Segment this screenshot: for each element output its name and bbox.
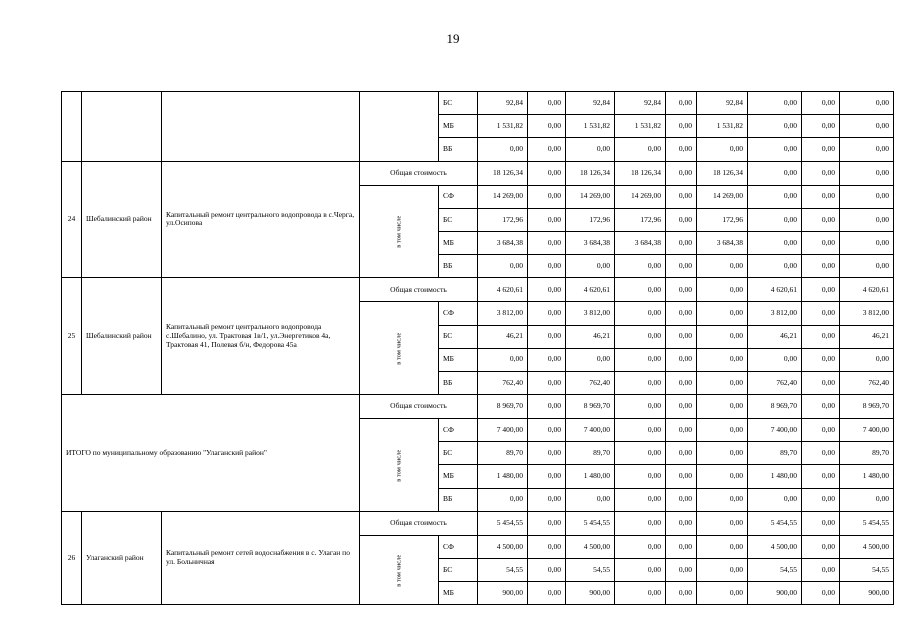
value-cell: 0,00 (697, 325, 748, 348)
value-cell: 8 969,70 (566, 395, 615, 419)
value-cell: 0,00 (697, 395, 748, 419)
source-label: СФ (439, 302, 478, 325)
value-cell: 0,00 (748, 488, 802, 511)
total-label-cell (360, 92, 439, 162)
value-cell: 0,00 (615, 302, 666, 325)
value-cell: 0,00 (748, 92, 802, 115)
value-cell: 0,00 (666, 348, 697, 371)
value-cell: 0,00 (802, 255, 840, 278)
source-label: БС (439, 208, 478, 231)
value-cell: 0,00 (478, 348, 528, 371)
value-cell: 0,00 (478, 138, 528, 161)
value-cell: 0,00 (666, 371, 697, 394)
value-cell: 4 620,61 (478, 278, 528, 302)
value-cell: 0,00 (666, 559, 697, 582)
value-cell: 4 620,61 (566, 278, 615, 302)
value-cell: 3 684,38 (478, 231, 528, 254)
source-label: СФ (439, 419, 478, 442)
value-cell: 89,70 (748, 442, 802, 465)
value-cell: 0,00 (528, 465, 566, 488)
value-cell: 172,96 (697, 208, 748, 231)
value-cell: 0,00 (528, 371, 566, 394)
value-cell: 0,00 (748, 161, 802, 185)
value-cell: 0,00 (528, 511, 566, 535)
value-cell: 1 480,00 (566, 465, 615, 488)
value-cell: 0,00 (666, 535, 697, 558)
object-name-cell (162, 92, 360, 162)
value-cell: 0,00 (615, 138, 666, 161)
value-cell: 0,00 (666, 302, 697, 325)
incl-label: в том числе (395, 332, 403, 365)
value-cell: 0,00 (697, 419, 748, 442)
value-cell: 89,70 (478, 442, 528, 465)
value-cell: 0,00 (840, 231, 894, 254)
value-cell: 0,00 (528, 161, 566, 185)
value-cell: 18 126,34 (478, 161, 528, 185)
value-cell: 0,00 (528, 419, 566, 442)
value-cell: 0,00 (615, 582, 666, 605)
value-cell: 0,00 (802, 442, 840, 465)
value-cell: 0,00 (802, 582, 840, 605)
value-cell: 54,55 (566, 559, 615, 582)
value-cell: 172,96 (478, 208, 528, 231)
value-cell: 0,00 (528, 395, 566, 419)
value-cell: 0,00 (528, 348, 566, 371)
value-cell: 92,84 (697, 92, 748, 115)
table-body (62, 92, 894, 605)
value-cell: 762,40 (478, 371, 528, 394)
source-label: БС (439, 325, 478, 348)
value-cell: 8 969,70 (840, 395, 894, 419)
value-cell: 1 531,82 (478, 115, 528, 138)
value-cell: 4 620,61 (748, 278, 802, 302)
value-cell: 46,21 (478, 325, 528, 348)
value-cell: 0,00 (528, 138, 566, 161)
table-row (62, 395, 894, 419)
value-cell: 0,00 (748, 348, 802, 371)
value-cell: 0,00 (528, 278, 566, 302)
value-cell: 0,00 (802, 208, 840, 231)
value-cell: 4 500,00 (566, 535, 615, 558)
value-cell: 0,00 (615, 442, 666, 465)
value-cell: 0,00 (615, 278, 666, 302)
source-label: БС (439, 92, 478, 115)
value-cell: 92,84 (566, 92, 615, 115)
row-number: 25 (62, 278, 82, 395)
value-cell: 900,00 (748, 582, 802, 605)
source-label: ВБ (439, 138, 478, 161)
object-name: Капитальный ремонт центрального водопровода в с.Черга, ул.Осипова (162, 161, 360, 278)
value-cell: 0,00 (666, 325, 697, 348)
value-cell: 3 684,38 (615, 231, 666, 254)
value-cell: 5 454,55 (478, 511, 528, 535)
value-cell: 0,00 (666, 138, 697, 161)
value-cell: 3 812,00 (478, 302, 528, 325)
value-cell: 0,00 (840, 92, 894, 115)
value-cell: 7 400,00 (566, 419, 615, 442)
table-row (62, 511, 894, 535)
value-cell: 7 400,00 (748, 419, 802, 442)
source-label: БС (439, 442, 478, 465)
value-cell: 0,00 (528, 185, 566, 208)
value-cell: 46,21 (840, 325, 894, 348)
value-cell: 0,00 (840, 161, 894, 185)
value-cell: 0,00 (802, 395, 840, 419)
value-cell: 0,00 (748, 255, 802, 278)
district-cell (82, 92, 162, 162)
value-cell: 0,00 (802, 138, 840, 161)
table-row (62, 278, 894, 302)
value-cell: 0,00 (840, 138, 894, 161)
source-label: СФ (439, 185, 478, 208)
value-cell: 0,00 (566, 255, 615, 278)
value-cell: 0,00 (666, 115, 697, 138)
table-row (62, 92, 894, 115)
value-cell: 4 500,00 (840, 535, 894, 558)
value-cell: 0,00 (615, 465, 666, 488)
value-cell: 0,00 (697, 302, 748, 325)
value-cell: 4 620,61 (840, 278, 894, 302)
value-cell: 0,00 (666, 208, 697, 231)
value-cell: 0,00 (840, 255, 894, 278)
value-cell: 0,00 (528, 208, 566, 231)
value-cell: 0,00 (697, 559, 748, 582)
incl-label-cell (360, 419, 439, 512)
value-cell: 0,00 (615, 395, 666, 419)
value-cell: 0,00 (802, 348, 840, 371)
value-cell: 0,00 (615, 255, 666, 278)
value-cell: 14 269,00 (478, 185, 528, 208)
value-cell: 0,00 (802, 302, 840, 325)
district-name: Шебалинский район (82, 278, 162, 395)
value-cell: 0,00 (615, 559, 666, 582)
value-cell: 0,00 (802, 419, 840, 442)
value-cell: 0,00 (666, 511, 697, 535)
value-cell: 54,55 (478, 559, 528, 582)
value-cell: 0,00 (478, 488, 528, 511)
value-cell: 0,00 (666, 395, 697, 419)
value-cell: 89,70 (566, 442, 615, 465)
value-cell: 0,00 (528, 115, 566, 138)
value-cell: 1 531,82 (697, 115, 748, 138)
source-label: МБ (439, 348, 478, 371)
value-cell: 0,00 (697, 138, 748, 161)
value-cell: 92,84 (478, 92, 528, 115)
value-cell: 46,21 (748, 325, 802, 348)
value-cell: 0,00 (697, 278, 748, 302)
source-label: МБ (439, 231, 478, 254)
value-cell: 1 531,82 (615, 115, 666, 138)
value-cell: 0,00 (478, 255, 528, 278)
value-cell: 0,00 (802, 161, 840, 185)
total-cost-label: Общая стоимость (360, 161, 478, 185)
value-cell: 762,40 (748, 371, 802, 394)
incl-label: в том числе (395, 215, 403, 248)
investment-program-table (61, 91, 894, 605)
total-cost-label: Общая стоимость (360, 278, 478, 302)
value-cell: 0,00 (666, 419, 697, 442)
value-cell: 0,00 (802, 115, 840, 138)
incl-label: в том числе (395, 554, 403, 587)
value-cell: 8 969,70 (478, 395, 528, 419)
value-cell: 0,00 (615, 419, 666, 442)
value-cell: 0,00 (566, 488, 615, 511)
value-cell: 0,00 (697, 582, 748, 605)
source-label: ВБ (439, 371, 478, 394)
value-cell: 1 480,00 (840, 465, 894, 488)
source-label: ВБ (439, 488, 478, 511)
district-name: Шебалинский район (82, 161, 162, 278)
value-cell: 0,00 (528, 559, 566, 582)
object-name: Капитальный ремонт центрального водопровода с.Шебалино, ул. Трактовая 1в/1, ул.Энергетиков 4а, Трактовая 41, Полевая б/н, Федорова 45а (162, 278, 360, 395)
value-cell: 3 812,00 (748, 302, 802, 325)
value-cell: 14 269,00 (566, 185, 615, 208)
value-cell: 0,00 (697, 348, 748, 371)
value-cell: 89,70 (840, 442, 894, 465)
value-cell: 18 126,34 (615, 161, 666, 185)
value-cell: 900,00 (840, 582, 894, 605)
source-label: МБ (439, 115, 478, 138)
value-cell: 0,00 (840, 488, 894, 511)
incl-label-cell (360, 535, 439, 605)
value-cell: 0,00 (528, 92, 566, 115)
value-cell: 4 500,00 (478, 535, 528, 558)
value-cell: 0,00 (802, 185, 840, 208)
value-cell: 0,00 (666, 231, 697, 254)
value-cell: 0,00 (615, 371, 666, 394)
value-cell: 0,00 (666, 278, 697, 302)
value-cell: 0,00 (748, 231, 802, 254)
value-cell: 0,00 (528, 325, 566, 348)
row-number: 26 (62, 511, 82, 605)
page-number: 19 (446, 31, 460, 46)
value-cell: 0,00 (528, 582, 566, 605)
value-cell: 1 480,00 (478, 465, 528, 488)
value-cell: 14 269,00 (697, 185, 748, 208)
value-cell: 172,96 (615, 208, 666, 231)
value-cell: 0,00 (666, 582, 697, 605)
source-label: БС (439, 559, 478, 582)
row-number: 24 (62, 161, 82, 278)
source-label: ВБ (439, 255, 478, 278)
value-cell: 0,00 (802, 231, 840, 254)
incl-label-cell (360, 185, 439, 278)
value-cell: 14 269,00 (615, 185, 666, 208)
incl-label: в том числе (395, 449, 403, 482)
value-cell: 0,00 (802, 535, 840, 558)
value-cell: 0,00 (802, 325, 840, 348)
value-cell: 762,40 (566, 371, 615, 394)
value-cell: 18 126,34 (566, 161, 615, 185)
value-cell: 3 812,00 (840, 302, 894, 325)
value-cell: 54,55 (748, 559, 802, 582)
value-cell: 0,00 (802, 465, 840, 488)
incl-label-cell (360, 302, 439, 395)
value-cell: 0,00 (528, 255, 566, 278)
value-cell: 900,00 (478, 582, 528, 605)
source-label: СФ (439, 535, 478, 558)
value-cell: 0,00 (748, 138, 802, 161)
value-cell: 0,00 (615, 325, 666, 348)
value-cell: 900,00 (566, 582, 615, 605)
value-cell: 7 400,00 (840, 419, 894, 442)
value-cell: 1 531,82 (566, 115, 615, 138)
value-cell: 0,00 (615, 535, 666, 558)
value-cell: 0,00 (697, 511, 748, 535)
value-cell: 0,00 (528, 302, 566, 325)
value-cell: 0,00 (697, 371, 748, 394)
value-cell: 18 126,34 (697, 161, 748, 185)
value-cell: 0,00 (802, 92, 840, 115)
value-cell: 0,00 (528, 442, 566, 465)
value-cell: 0,00 (528, 535, 566, 558)
itogo-label: ИТОГО по муниципальному образованию "Улаганский район" (62, 395, 360, 512)
value-cell: 3 812,00 (566, 302, 615, 325)
district-name: Улаганский район (82, 511, 162, 605)
value-cell: 0,00 (528, 231, 566, 254)
value-cell: 46,21 (566, 325, 615, 348)
source-label: МБ (439, 582, 478, 605)
value-cell: 0,00 (666, 442, 697, 465)
value-cell: 0,00 (802, 511, 840, 535)
total-cost-label: Общая стоимость (360, 511, 478, 535)
value-cell: 0,00 (666, 185, 697, 208)
value-cell: 5 454,55 (566, 511, 615, 535)
value-cell: 5 454,55 (840, 511, 894, 535)
value-cell: 0,00 (666, 161, 697, 185)
value-cell: 172,96 (566, 208, 615, 231)
value-cell: 3 684,38 (697, 231, 748, 254)
value-cell: 0,00 (840, 115, 894, 138)
value-cell: 762,40 (840, 371, 894, 394)
no-cell (62, 92, 82, 162)
value-cell: 0,00 (840, 185, 894, 208)
value-cell: 1 480,00 (748, 465, 802, 488)
object-name: Капитальный ремонт сетей водоснабжения в с. Улаган по ул. Больничная (162, 511, 360, 605)
value-cell: 3 684,38 (566, 231, 615, 254)
value-cell: 0,00 (666, 92, 697, 115)
value-cell: 8 969,70 (748, 395, 802, 419)
value-cell: 0,00 (802, 278, 840, 302)
value-cell: 0,00 (615, 348, 666, 371)
value-cell: 0,00 (566, 138, 615, 161)
source-label: МБ (439, 465, 478, 488)
value-cell: 0,00 (748, 208, 802, 231)
value-cell: 0,00 (666, 465, 697, 488)
value-cell: 0,00 (528, 488, 566, 511)
value-cell: 0,00 (748, 115, 802, 138)
value-cell: 0,00 (697, 535, 748, 558)
value-cell: 0,00 (840, 348, 894, 371)
value-cell: 0,00 (615, 488, 666, 511)
value-cell: 0,00 (697, 255, 748, 278)
total-cost-label: Общая стоимость (360, 395, 478, 419)
value-cell: 54,55 (840, 559, 894, 582)
value-cell: 0,00 (697, 488, 748, 511)
value-cell: 0,00 (802, 488, 840, 511)
value-cell: 0,00 (802, 559, 840, 582)
value-cell: 5 454,55 (748, 511, 802, 535)
value-cell: 0,00 (840, 208, 894, 231)
value-cell: 0,00 (566, 348, 615, 371)
value-cell: 0,00 (748, 185, 802, 208)
value-cell: 92,84 (615, 92, 666, 115)
value-cell: 0,00 (802, 371, 840, 394)
value-cell: 0,00 (615, 511, 666, 535)
value-cell: 0,00 (697, 465, 748, 488)
value-cell: 0,00 (666, 255, 697, 278)
value-cell: 7 400,00 (478, 419, 528, 442)
value-cell: 0,00 (666, 488, 697, 511)
table-row (62, 161, 894, 185)
value-cell: 0,00 (697, 442, 748, 465)
value-cell: 4 500,00 (748, 535, 802, 558)
